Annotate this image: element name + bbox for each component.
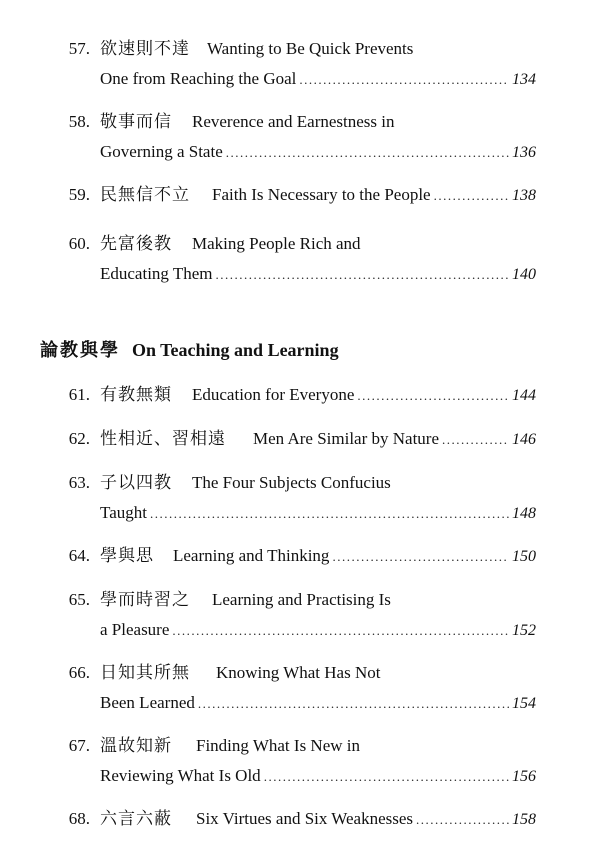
entry-english-title-continued: Reviewing What Is Old	[100, 766, 261, 785]
entry-number: 65.	[68, 590, 90, 609]
entry-english-title: Wanting to Be Quick Prevents	[207, 39, 414, 58]
dot-leader	[416, 805, 509, 835]
entry-english-title: Education for Everyone	[192, 385, 355, 404]
dot-leader	[299, 65, 509, 95]
entry-chinese-title: 性相近、習相遠	[100, 429, 226, 448]
dot-leader	[226, 138, 509, 168]
section-heading-english: On Teaching and Learning	[132, 340, 339, 360]
entry-page-number: 152	[512, 622, 536, 639]
entry-english-title: Reverence and Earnestness in	[192, 112, 395, 131]
entry-page-number: 150	[512, 548, 536, 565]
entry-number: 68.	[68, 809, 90, 828]
entry-chinese-title: 民無信不立	[100, 185, 190, 204]
toc-entry[interactable]	[40, 424, 536, 454]
toc-entry[interactable]	[40, 468, 536, 528]
entry-page-number: 134	[512, 71, 536, 88]
entry-number: 66.	[68, 663, 90, 682]
toc-entry[interactable]	[40, 180, 536, 210]
entry-chinese-title: 敬事而信	[100, 112, 172, 131]
entry-english-title: Six Virtues and Six Weaknesses	[196, 809, 414, 828]
entry-english-title-continued: Taught	[100, 503, 147, 522]
toc-entry[interactable]	[40, 804, 536, 834]
toc-entry[interactable]	[40, 380, 536, 410]
dot-leader	[332, 542, 509, 572]
toc-entry[interactable]	[40, 731, 536, 791]
dot-leader	[172, 616, 509, 646]
entry-number: 64.	[68, 546, 90, 565]
toc-entry[interactable]	[40, 541, 536, 571]
entry-english-title-continued: Educating Them	[100, 264, 213, 283]
entry-page-number: 138	[512, 187, 536, 204]
dot-leader	[264, 762, 509, 792]
entry-english-title: Faith Is Necessary to the People	[212, 185, 431, 204]
section-heading[interactable]	[40, 336, 339, 364]
toc-entry[interactable]	[40, 34, 536, 94]
entry-english-title: Finding What Is New in	[196, 736, 361, 755]
entry-chinese-title: 學而時習之	[100, 590, 190, 609]
dot-leader	[150, 499, 509, 529]
entry-english-title: Learning and Thinking	[173, 546, 330, 565]
entry-chinese-title: 日知其所無	[100, 663, 190, 682]
toc-entry[interactable]	[40, 585, 536, 645]
entry-chinese-title: 有教無類	[100, 385, 172, 404]
entry-number: 58.	[68, 112, 90, 131]
entry-english-title: The Four Subjects Confucius	[192, 473, 391, 492]
dot-leader	[357, 381, 509, 411]
dot-leader	[216, 260, 509, 290]
entry-page-number: 154	[512, 695, 536, 712]
toc-entry[interactable]	[40, 229, 536, 289]
entry-chinese-title: 欲速則不達	[100, 39, 190, 58]
toc-entry[interactable]	[40, 658, 536, 718]
entry-page-number: 136	[512, 144, 536, 161]
entry-page-number: 156	[512, 768, 536, 785]
dot-leader	[434, 181, 509, 211]
section-heading-chinese: 論教與學	[40, 340, 120, 360]
entry-english-title: Making People Rich and	[192, 234, 361, 253]
entry-chinese-title: 六言六蔽	[100, 809, 172, 828]
dot-leader	[198, 689, 509, 719]
entry-english-title-continued: One from Reaching the Goal	[100, 69, 297, 88]
entry-number: 62.	[68, 429, 90, 448]
entry-english-title-continued: a Pleasure	[100, 620, 170, 639]
entry-chinese-title: 先富後教	[100, 234, 172, 253]
entry-chinese-title: 溫故知新	[100, 736, 172, 755]
entry-english-title: Knowing What Has Not	[216, 663, 381, 682]
entry-english-title-continued: Been Learned	[100, 693, 195, 712]
entry-page-number: 140	[512, 266, 536, 283]
entry-chinese-title: 學與思	[100, 546, 154, 565]
entry-number: 61.	[68, 385, 90, 404]
entry-number: 60.	[68, 234, 90, 253]
entry-page-number: 158	[512, 811, 536, 828]
entry-number: 57.	[68, 39, 90, 58]
entry-english-title: Learning and Practising Is	[212, 590, 391, 609]
entry-page-number: 146	[512, 431, 536, 448]
entry-english-title: Men Are Similar by Nature	[253, 429, 440, 448]
toc-entry[interactable]	[40, 107, 536, 167]
entry-page-number: 144	[512, 387, 536, 404]
entry-english-title-continued: Governing a State	[100, 142, 223, 161]
entry-number: 67.	[68, 736, 90, 755]
entry-page-number: 148	[512, 505, 536, 522]
entry-number: 63.	[68, 473, 90, 492]
entry-chinese-title: 子以四教	[100, 473, 172, 492]
dot-leader	[442, 425, 509, 455]
entry-number: 59.	[68, 185, 90, 204]
